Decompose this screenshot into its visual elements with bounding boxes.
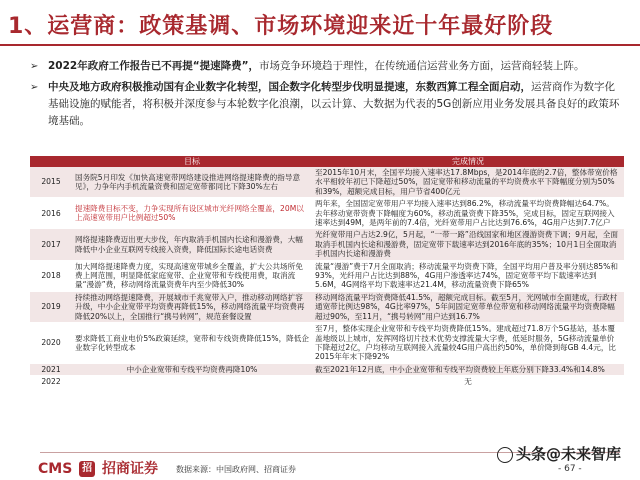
header-goal: 目标 xyxy=(72,156,312,167)
bullet-text: 市场竞争环境趋于理性，在传统通信运营业务方面，运营商轻装上阵。 xyxy=(259,60,585,72)
cell-done: 截至2021年12月底，中小企业宽带和专线平均资费较上年底分别下降33.4%和14.8% xyxy=(312,363,624,375)
bullet-strong-text: 2022年政府工作报告已不再提“提速降费”， xyxy=(48,60,260,72)
cell-year: 2017 xyxy=(30,229,72,260)
bullet-item xyxy=(30,58,622,75)
cell-year: 2022 xyxy=(30,376,72,388)
cell-done: 流量“漫游”费于7月全面取消；移动流量平均资费下降，全国平均用户普及率分别达85%和93%，光纤用户占比达到88%，4G用户渗透率达74%，固定宽带平均下载速率达到5.6M，4G网络平均下载速率达21.4M，移动流量资费下降65% xyxy=(312,260,624,291)
cell-year: 2019 xyxy=(30,291,72,322)
table-row xyxy=(30,260,624,291)
policy-table xyxy=(30,156,624,389)
table-row xyxy=(30,291,624,322)
brand-logo xyxy=(38,458,158,478)
table-row xyxy=(30,323,624,364)
source-note: 数据来源：中国政府网、招商证券 xyxy=(176,465,296,474)
cell-year: 2018 xyxy=(30,260,72,291)
cell-done: 至2015年10月末，全国平均接入速率达17.8Mbps，是2014年底的2.7倍，整体带宽价格水平相较年初已下降超过50%，固定宽带和移动流量的平均资费水平下降幅度分别为50%和39%，超额完成目标，用户节省400亿元 xyxy=(312,167,624,198)
table-row xyxy=(30,198,624,229)
bullet-list xyxy=(30,58,622,134)
header-year xyxy=(30,156,72,167)
watermark xyxy=(497,443,621,464)
table-row xyxy=(30,363,624,375)
bullet-strong-text: 中央及地方政府积极推动国有企业数字化转型，国企数字化转型步伐明显提速，东数西算工程全面启动， xyxy=(48,81,531,93)
table-row xyxy=(30,167,624,198)
cell-goal: 加大网络提速降费力度，实现高速宽带城乡全覆盖，扩大公共场所免费上网范围，明显降低家庭宽带、企业宽带和专线使用费，取消流量“漫游”费，移动网络流量资费年内至少降低30% xyxy=(72,260,312,291)
cell-goal: 持续推动网络提速降费，开展城市千兆宽带入户，推动移动网络扩容升级，中小企业宽带平均资费再降低15%，移动网络流量平均资费再降低20%以上，全国推行“携号转网”，规范套餐设置 xyxy=(72,291,312,322)
title-bar xyxy=(0,0,640,46)
cell-goal: 提速降费目标不变，力争实现所有设区城市光纤网络全覆盖，20M以上高速宽带用户比例超过50% xyxy=(72,198,312,229)
cell-done: 移动网络流量平均资费降低41.5%，超额完成目标。截至5月，光网城市全面建成，行政村通宽带比例达98%，4G比率97%，5年间固定宽带单位带宽和移动网络流量平均资费降幅超过90%，至11月，“携号转网”用户达到16.7% xyxy=(312,291,624,322)
cell-goal: 国务院5月印发《加快高速宽带网络建设推进网络提速降费的指导意见》，力争年内手机流量资费和固定宽带都同比下降30%左右 xyxy=(72,167,312,198)
cell-done: 两年来，全国固定宽带用户平均接入速率达到86.2%，移动流量平均资费降幅达64.7%。去年移动宽带资费下降幅度为60%，移动流量资费下降35%，完成目标，固定互联网接入速率达到49M，是两年前的7.4倍，光纤宽带用户占比达到76.6%，4G用户达到7.7亿户 xyxy=(312,198,624,229)
logo-chinese: 招商证券 xyxy=(102,461,159,477)
logo-latin: CMS xyxy=(38,461,73,477)
title-divider xyxy=(0,44,640,46)
page-title: 1、运营商：政策基调、市场环境迎来近十年最好阶段 xyxy=(8,14,554,39)
logo-mark-icon: 招 xyxy=(79,461,95,477)
cell-done: 无 xyxy=(312,376,624,388)
cell-year: 2021 xyxy=(30,363,72,375)
watermark-text: 头条@未来智库 xyxy=(516,445,622,463)
arrow-bullet-icon: ➢ xyxy=(30,61,39,72)
cell-goal: 网络提速降费迈出更大步伐，年内取消手机国内长途和漫游费，大幅降低中小企业互联网专线接入资费，降低国际长途电话资费 xyxy=(72,229,312,260)
table-row xyxy=(30,229,624,260)
table-header-row xyxy=(30,156,624,167)
page-number: - 67 - xyxy=(558,464,582,474)
header-done: 完成情况 xyxy=(312,156,624,167)
cell-year: 2015 xyxy=(30,167,72,198)
arrow-bullet-icon: ➢ xyxy=(30,82,39,93)
cell-goal xyxy=(72,376,312,388)
cell-goal: 要求降低工商业电价5%政策延续，宽带和专线资费降低15%，降低企业数字化转型成本 xyxy=(72,323,312,364)
table-row xyxy=(30,376,624,388)
watermark-icon xyxy=(497,447,513,463)
cell-year: 2016 xyxy=(30,198,72,229)
bullet-item xyxy=(30,79,622,130)
cell-goal: 中小企业宽带和专线平均资费再降10% xyxy=(72,363,312,375)
cell-year: 2020 xyxy=(30,323,72,364)
cell-done: 光纤宽带用户占达2.9亿，5月起，“一带一路”沿线国家和地区漫游资费下调；9月起，全面取消手机国内长途和漫游费，固定宽带下载速率达到2016年底的35%；10月1日全面取消手机国内长途和漫游费 xyxy=(312,229,624,260)
bullet-text: 运营商作为数字化基础设施的赋能者，将积极并深度参与本轮数字化浪潮，以云计算、大数据为代表的5G创新应用业务发展具备良好的政策环境基础。 xyxy=(48,81,620,127)
cell-done: 至7月，整体实现企业宽带和专线平均资费降低15%。建成超过71.8万个5G基站，基本覆盖地级以上城市，发挥网络切片技术优势支撑流量大字费，低延时服务，5G移动流量单价下降超过2亿，户均移动互联网接入流量较4G用户高出约50%，单价降到每GB 4.4元，比2015年年末下降92% xyxy=(312,323,624,364)
